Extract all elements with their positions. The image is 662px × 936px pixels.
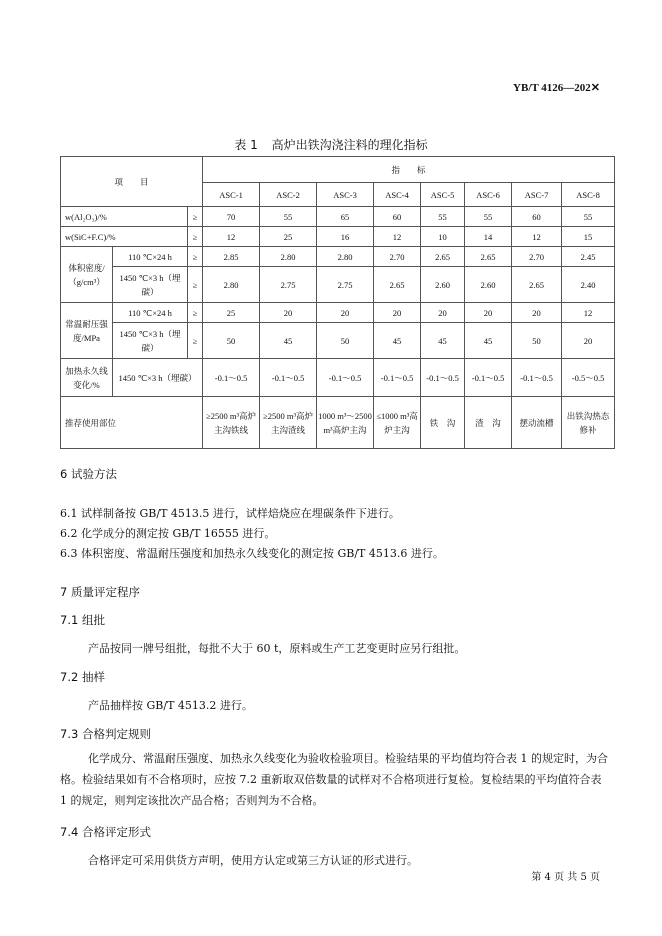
value-cell: 12 bbox=[203, 227, 260, 247]
operator-cell: ≥ bbox=[188, 267, 203, 303]
row-label: w(SiC+F.C)/% bbox=[61, 227, 188, 247]
value-cell: -0.1～0.5 bbox=[465, 359, 512, 397]
value-cell: 2.85 bbox=[203, 247, 260, 267]
row-label: 推荐使用部位 bbox=[61, 397, 203, 449]
indicator-header-cell: 指 标 bbox=[203, 157, 615, 183]
value-cell: -0.1～0.5 bbox=[374, 359, 421, 397]
condition-cell: 1450 ℃×3 h（埋碳） bbox=[113, 359, 203, 397]
value-cell: 16 bbox=[317, 227, 374, 247]
value-cell: 50 bbox=[317, 323, 374, 359]
value-cell: 20 bbox=[465, 303, 512, 323]
grade-header-cell: ASC-7 bbox=[512, 183, 562, 207]
value-cell: -0.1～0.5 bbox=[317, 359, 374, 397]
operator-cell: ≥ bbox=[188, 227, 203, 247]
value-cell: 2.65 bbox=[421, 247, 465, 267]
row-label: 常温耐压强度/MPa bbox=[61, 303, 113, 359]
value-cell: 20 bbox=[260, 303, 317, 323]
value-cell: 12 bbox=[374, 227, 421, 247]
usage-cell: 摆动流槽 bbox=[512, 397, 562, 449]
clause-6-3: 6.3 体积密度、常温耐压强度和加热永久线变化的测定按 GB/T 4513.6 进行。 bbox=[60, 547, 444, 560]
grade-header-cell: ASC-4 bbox=[374, 183, 421, 207]
page-number: 第 4 页 共 5 页 bbox=[531, 872, 600, 883]
value-cell: 20 bbox=[421, 303, 465, 323]
grade-header-cell: ASC-6 bbox=[465, 183, 512, 207]
value-cell: -0.5～0.5 bbox=[562, 359, 615, 397]
value-cell: 20 bbox=[317, 303, 374, 323]
operator-cell: ≥ bbox=[188, 303, 203, 323]
value-cell: -0.1～0.5 bbox=[421, 359, 465, 397]
clause-6-2: 6.2 化学成分的测定按 GB/T 16555 进行。 bbox=[60, 527, 276, 540]
value-cell: 2.75 bbox=[317, 267, 374, 303]
operator-cell: ≥ bbox=[188, 323, 203, 359]
value-cell: 70 bbox=[203, 207, 260, 227]
condition-cell: 110 ℃×24 h bbox=[113, 303, 188, 323]
usage-cell: 1000 m³～2500 m³高炉主沟 bbox=[317, 397, 374, 449]
operator-cell: ≥ bbox=[188, 207, 203, 227]
usage-cell: ≥2500 m³高炉主沟铁线 bbox=[203, 397, 260, 449]
table-number: 表 1 bbox=[234, 138, 258, 152]
value-cell: -0.1～0.5 bbox=[512, 359, 562, 397]
value-cell: 45 bbox=[421, 323, 465, 359]
row-label: 加热永久线变化/% bbox=[61, 359, 113, 397]
value-cell: -0.1～0.5 bbox=[260, 359, 317, 397]
value-cell: 2.60 bbox=[421, 267, 465, 303]
usage-cell: 铁 沟 bbox=[421, 397, 465, 449]
value-cell: 2.70 bbox=[374, 247, 421, 267]
value-cell: 2.80 bbox=[203, 267, 260, 303]
usage-cell: 出铁沟热态修补 bbox=[562, 397, 615, 449]
table-caption: 高炉出铁沟浇注料的理化指标 bbox=[271, 138, 428, 152]
table-row bbox=[61, 247, 615, 267]
value-cell: 25 bbox=[260, 227, 317, 247]
value-cell: 2.70 bbox=[512, 247, 562, 267]
value-cell: 2.60 bbox=[465, 267, 512, 303]
row-label: 体积密度/（g/cm³） bbox=[61, 247, 113, 303]
table-row bbox=[61, 359, 615, 397]
usage-cell: 渣 沟 bbox=[465, 397, 512, 449]
table-row bbox=[61, 227, 615, 247]
value-cell: 50 bbox=[512, 323, 562, 359]
clause-7-2-heading: 7.2 抽样 bbox=[60, 670, 105, 684]
value-cell: 55 bbox=[465, 207, 512, 227]
value-cell: 14 bbox=[465, 227, 512, 247]
grade-header-cell: ASC-1 bbox=[203, 183, 260, 207]
grade-header-cell: ASC-8 bbox=[562, 183, 615, 207]
condition-cell: 1450 ℃×3 h（埋碳） bbox=[113, 323, 188, 359]
value-cell: 45 bbox=[465, 323, 512, 359]
value-cell: 55 bbox=[421, 207, 465, 227]
usage-cell: ≤1000 m³高炉主沟 bbox=[374, 397, 421, 449]
value-cell: 55 bbox=[260, 207, 317, 227]
condition-cell: 110 ℃×24 h bbox=[113, 247, 188, 267]
grade-header-cell: ASC-2 bbox=[260, 183, 317, 207]
table-row bbox=[61, 397, 615, 449]
value-cell: 20 bbox=[562, 323, 615, 359]
table-title bbox=[0, 136, 662, 153]
value-cell: 60 bbox=[374, 207, 421, 227]
value-cell: 10 bbox=[421, 227, 465, 247]
clause-7-1-heading: 7.1 组批 bbox=[60, 613, 105, 627]
value-cell: 2.40 bbox=[562, 267, 615, 303]
value-cell: 65 bbox=[317, 207, 374, 227]
value-cell: 2.65 bbox=[465, 247, 512, 267]
value-cell: 45 bbox=[374, 323, 421, 359]
grade-header-cell: ASC-5 bbox=[421, 183, 465, 207]
clause-7-1-text: 产品按同一牌号组批，每批不大于 60 t，原料或生产工艺变更时应另行组批。 bbox=[88, 642, 466, 655]
clause-7-3-heading: 7.3 合格判定规则 bbox=[60, 727, 151, 741]
condition-cell: 1450 ℃×3 h（埋碳） bbox=[113, 267, 188, 303]
clause-7-4-text: 合格评定可采用供货方声明，使用方认定或第三方认证的形式进行。 bbox=[88, 854, 418, 867]
table-row bbox=[61, 267, 615, 303]
value-cell: 15 bbox=[562, 227, 615, 247]
standard-code: YB/T 4126—202✕ bbox=[513, 82, 600, 94]
clause-7-4-heading: 7.4 合格评定形式 bbox=[60, 825, 151, 839]
value-cell: 20 bbox=[374, 303, 421, 323]
value-cell: 2.80 bbox=[317, 247, 374, 267]
section-6-heading: 6 试验方法 bbox=[60, 467, 117, 481]
value-cell: 45 bbox=[260, 323, 317, 359]
value-cell: 2.65 bbox=[374, 267, 421, 303]
value-cell: 25 bbox=[203, 303, 260, 323]
value-cell: 55 bbox=[562, 207, 615, 227]
value-cell: 2.75 bbox=[260, 267, 317, 303]
value-cell: -0.1～0.5 bbox=[203, 359, 260, 397]
value-cell: 12 bbox=[562, 303, 615, 323]
grade-header-cell: ASC-3 bbox=[317, 183, 374, 207]
clause-6-1: 6.1 试样制备按 GB/T 4513.5 进行，试样焙烧应在埋碳条件下进行。 bbox=[60, 507, 400, 520]
table-row bbox=[61, 303, 615, 323]
item-header-cell: 项 目 bbox=[61, 157, 203, 207]
row-label: w(Al₂O₃)/% bbox=[61, 207, 188, 227]
operator-cell: ≥ bbox=[188, 247, 203, 267]
value-cell: 60 bbox=[512, 207, 562, 227]
table-row bbox=[61, 207, 615, 227]
value-cell: 20 bbox=[512, 303, 562, 323]
value-cell: 2.45 bbox=[562, 247, 615, 267]
value-cell: 12 bbox=[512, 227, 562, 247]
clause-7-2-text: 产品抽样按 GB/T 4513.2 进行。 bbox=[88, 699, 253, 712]
properties-table bbox=[60, 156, 615, 449]
section-7-heading: 7 质量评定程序 bbox=[60, 585, 140, 599]
table-row bbox=[61, 323, 615, 359]
usage-cell: ≥2500 m³高炉主沟渣线 bbox=[260, 397, 317, 449]
value-cell: 2.80 bbox=[260, 247, 317, 267]
value-cell: 50 bbox=[203, 323, 260, 359]
clause-7-3-text: 化学成分、常温耐压强度、加热永久线变化为验收检验项目。检验结果的平均值均符合表 1 的规定时，为合格。检验结果如有不合格项时，应按 7.2 重新取双倍数量的试样对不合格项进行复检。复检结果的平均值符合表 1 的规定，则判定该批次产品合格；否则判为不合格。 bbox=[60, 752, 608, 807]
value-cell: 2.65 bbox=[512, 267, 562, 303]
